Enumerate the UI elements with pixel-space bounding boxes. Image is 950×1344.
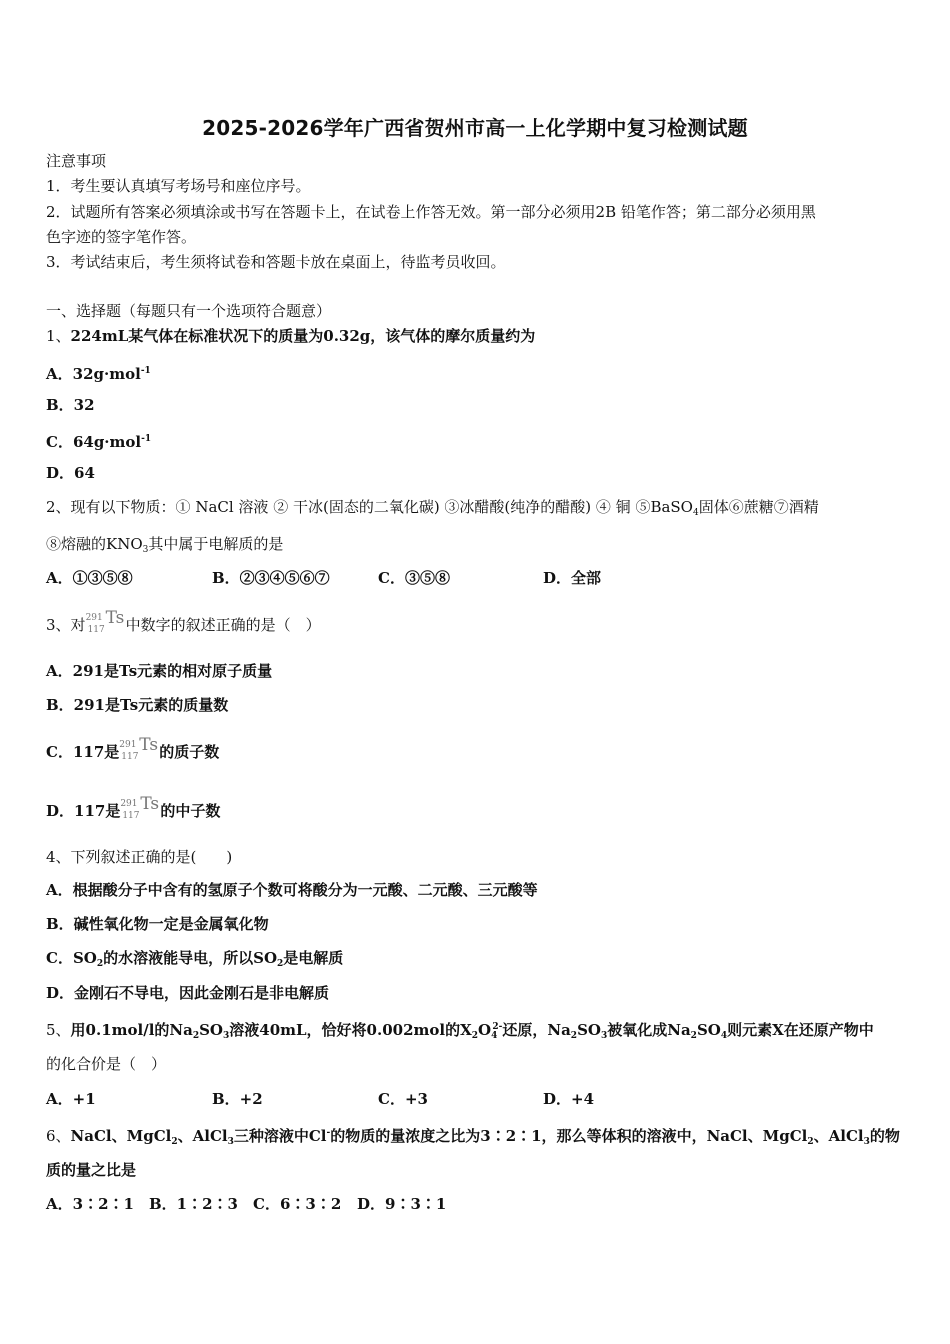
superscript: -1 xyxy=(140,366,151,376)
q6-option-b[interactable]: B．1∶2∶3 xyxy=(149,1195,238,1213)
subscript: 2 xyxy=(690,1031,697,1041)
q1-option-c[interactable] xyxy=(46,429,151,452)
notice-item-2-cont: 色字迹的签字笔作答。 xyxy=(46,228,197,246)
subscript: 4 xyxy=(720,1031,728,1041)
subscript: 3 xyxy=(223,1031,230,1041)
question-number: 4、 xyxy=(46,848,71,866)
question-6-line-2: 质的量之比是 xyxy=(46,1161,137,1179)
q4-option-c[interactable] xyxy=(46,948,343,974)
option-text: D．117是 xyxy=(46,802,121,820)
element-symbol: Ts xyxy=(140,794,160,814)
section-heading: 一、选择题（每题只有一个选项符合题意） xyxy=(46,302,332,320)
option-text: C．117是 xyxy=(46,743,120,761)
option-text: A．32g·mol xyxy=(46,365,141,383)
question-text: 三种溶液中Cl xyxy=(233,1127,327,1145)
mass-number: 291 xyxy=(120,799,138,809)
subscript: 2 xyxy=(277,959,284,969)
q2-option-c[interactable]: C．③⑤⑧ xyxy=(378,569,450,587)
atomic-number: 117 xyxy=(122,811,140,821)
isotope-symbol xyxy=(120,794,160,820)
q4-option-d[interactable]: D．金刚石不导电，因此金刚石是非电解质 xyxy=(46,984,330,1002)
option-text: 的质子数 xyxy=(159,743,220,761)
question-5-line-2: 的化合价是（ ） xyxy=(46,1055,167,1073)
question-text: 224mL某气体在标准状况下的质量为0.32g，该气体的摩尔质量约为 xyxy=(70,327,536,345)
q2-option-a[interactable]: A．①③⑤⑧ xyxy=(46,569,133,587)
q2-option-b[interactable]: B．②③④⑤⑥⑦ xyxy=(212,569,330,587)
q6-option-c[interactable]: C．6∶3∶2 xyxy=(253,1195,342,1213)
atomic-number: 117 xyxy=(121,752,139,762)
question-number: 2、 xyxy=(46,498,71,516)
option-text: C．64g·mol xyxy=(46,433,142,451)
subscript: 2 xyxy=(570,1031,578,1041)
question-number: 3、 xyxy=(46,616,71,634)
question-text: 则元素X在还原产物中 xyxy=(727,1021,874,1039)
option-text: 是电解质 xyxy=(283,949,344,967)
q1-option-a[interactable] xyxy=(46,361,151,384)
subscript: 2 xyxy=(96,959,104,969)
question-text: 的物质的量浓度之比为3∶2∶1，那么等体积的溶液中，NaCl、MgCl xyxy=(330,1127,808,1145)
question-text: 、AlCl xyxy=(177,1127,228,1145)
question-text: 现有以下物质：① NaCl 溶液 ② 干冰(固态的二氧化碳) ③冰醋酸(纯净的醋酸) ④ 铜 ⑤BaSO xyxy=(70,498,693,516)
question-3 xyxy=(46,608,321,635)
q5-option-b[interactable]: B．+2 xyxy=(212,1090,263,1108)
question-text: SO xyxy=(577,1021,601,1039)
question-text: 、AlCl xyxy=(813,1127,864,1145)
subscript: 2 xyxy=(807,1137,814,1147)
question-text: O xyxy=(478,1021,492,1039)
q5-option-a[interactable]: A．+1 xyxy=(46,1090,96,1108)
question-number: 1、 xyxy=(46,327,71,345)
q1-option-d[interactable]: D．64 xyxy=(46,464,95,482)
question-4 xyxy=(46,847,232,867)
question-number: 6、 xyxy=(46,1127,71,1145)
subscript: 3 xyxy=(142,545,149,555)
question-text: 下列叙述正确的是( ) xyxy=(70,848,233,866)
notice-item-2: 2．试题所有答案必须填涂或书写在答题卡上，在试卷上作答无效。第一部分必须用2B 铅笔作答；第二部分必须用黑 xyxy=(46,203,816,221)
question-text: 固体⑥蔗糖⑦酒精 xyxy=(698,498,819,516)
question-text: 对 xyxy=(70,616,86,634)
q3-option-d[interactable] xyxy=(46,794,220,821)
subscript: 3 xyxy=(600,1031,608,1041)
question-1 xyxy=(46,326,535,346)
subscript: 4 xyxy=(491,1031,498,1041)
isotope-symbol xyxy=(119,735,159,761)
q6-option-a[interactable]: A．3∶2∶1 xyxy=(46,1195,134,1213)
q5-option-d[interactable]: D．+4 xyxy=(543,1090,595,1108)
q2-option-d[interactable]: D．全部 xyxy=(543,569,602,587)
question-text: SO xyxy=(696,1021,721,1039)
q3-option-a[interactable]: A．291是Ts元素的相对原子质量 xyxy=(46,662,273,680)
q3-option-b[interactable]: B．291是Ts元素的质量数 xyxy=(46,696,229,714)
q4-option-a[interactable]: A．根据酸分子中含有的氢原子个数可将酸分为一元酸、二元酸、三元酸等 xyxy=(46,881,538,899)
question-text: 的物 xyxy=(869,1127,900,1145)
subscript: 2 xyxy=(192,1031,200,1041)
element-symbol: Ts xyxy=(105,608,125,628)
subscript: 4 xyxy=(693,508,699,518)
question-number: 5、 xyxy=(46,1021,71,1039)
q3-option-c[interactable] xyxy=(46,735,219,762)
option-text: 的中子数 xyxy=(160,802,221,820)
notice-item-3: 3．考试结束后，考生须将试卷和答题卡放在桌面上，待监考员收回。 xyxy=(46,253,506,271)
subscript: 2 xyxy=(471,1031,479,1041)
q5-option-c[interactable]: C．+3 xyxy=(378,1090,428,1108)
mass-number: 291 xyxy=(119,740,137,750)
question-text: 溶液40mL，恰好将0.002mol的X xyxy=(229,1021,472,1039)
question-text: 用0.1mol/l的Na xyxy=(70,1021,193,1039)
question-text: 其中属于电解质的是 xyxy=(148,535,284,553)
question-6-line-1 xyxy=(46,1123,900,1152)
question-text: NaCl、MgCl xyxy=(70,1127,172,1145)
page-title: 2025-2026学年广西省贺州市高一上化学期中复习检测试题 xyxy=(202,116,748,140)
question-text: 被氧化成Na xyxy=(607,1021,691,1039)
option-text: C．SO xyxy=(46,949,97,967)
subscript: 3 xyxy=(863,1137,870,1147)
superscript: 2- xyxy=(492,1022,503,1032)
superscript: -1 xyxy=(141,434,152,444)
option-text: 的水溶液能导电，所以SO xyxy=(103,949,278,967)
q6-option-d[interactable]: D．9∶3∶1 xyxy=(357,1195,447,1213)
mass-number: 291 xyxy=(85,613,103,623)
notice-item-1: 1．考生要认真填写考场号和座位序号。 xyxy=(46,177,311,195)
q4-option-b[interactable]: B．碱性氧化物一定是金属氧化物 xyxy=(46,915,269,933)
q1-option-b[interactable]: B．32 xyxy=(46,396,95,414)
isotope-symbol xyxy=(86,608,126,634)
question-text: 中数字的叙述正确的是（ ） xyxy=(125,616,321,634)
question-5-line-1 xyxy=(46,1017,874,1046)
atomic-number: 117 xyxy=(87,625,105,635)
question-2-line-1 xyxy=(46,497,819,523)
subscript: 2 xyxy=(171,1137,178,1147)
question-2-line-2 xyxy=(46,534,283,560)
subscript: 3 xyxy=(227,1137,234,1147)
question-text: SO xyxy=(199,1021,223,1039)
element-symbol: Ts xyxy=(139,735,159,755)
question-text: ⑧熔融的KNO xyxy=(46,535,143,553)
question-text: 还原，Na xyxy=(502,1021,571,1039)
notice-heading: 注意事项 xyxy=(46,152,107,170)
superscript: - xyxy=(326,1128,331,1138)
